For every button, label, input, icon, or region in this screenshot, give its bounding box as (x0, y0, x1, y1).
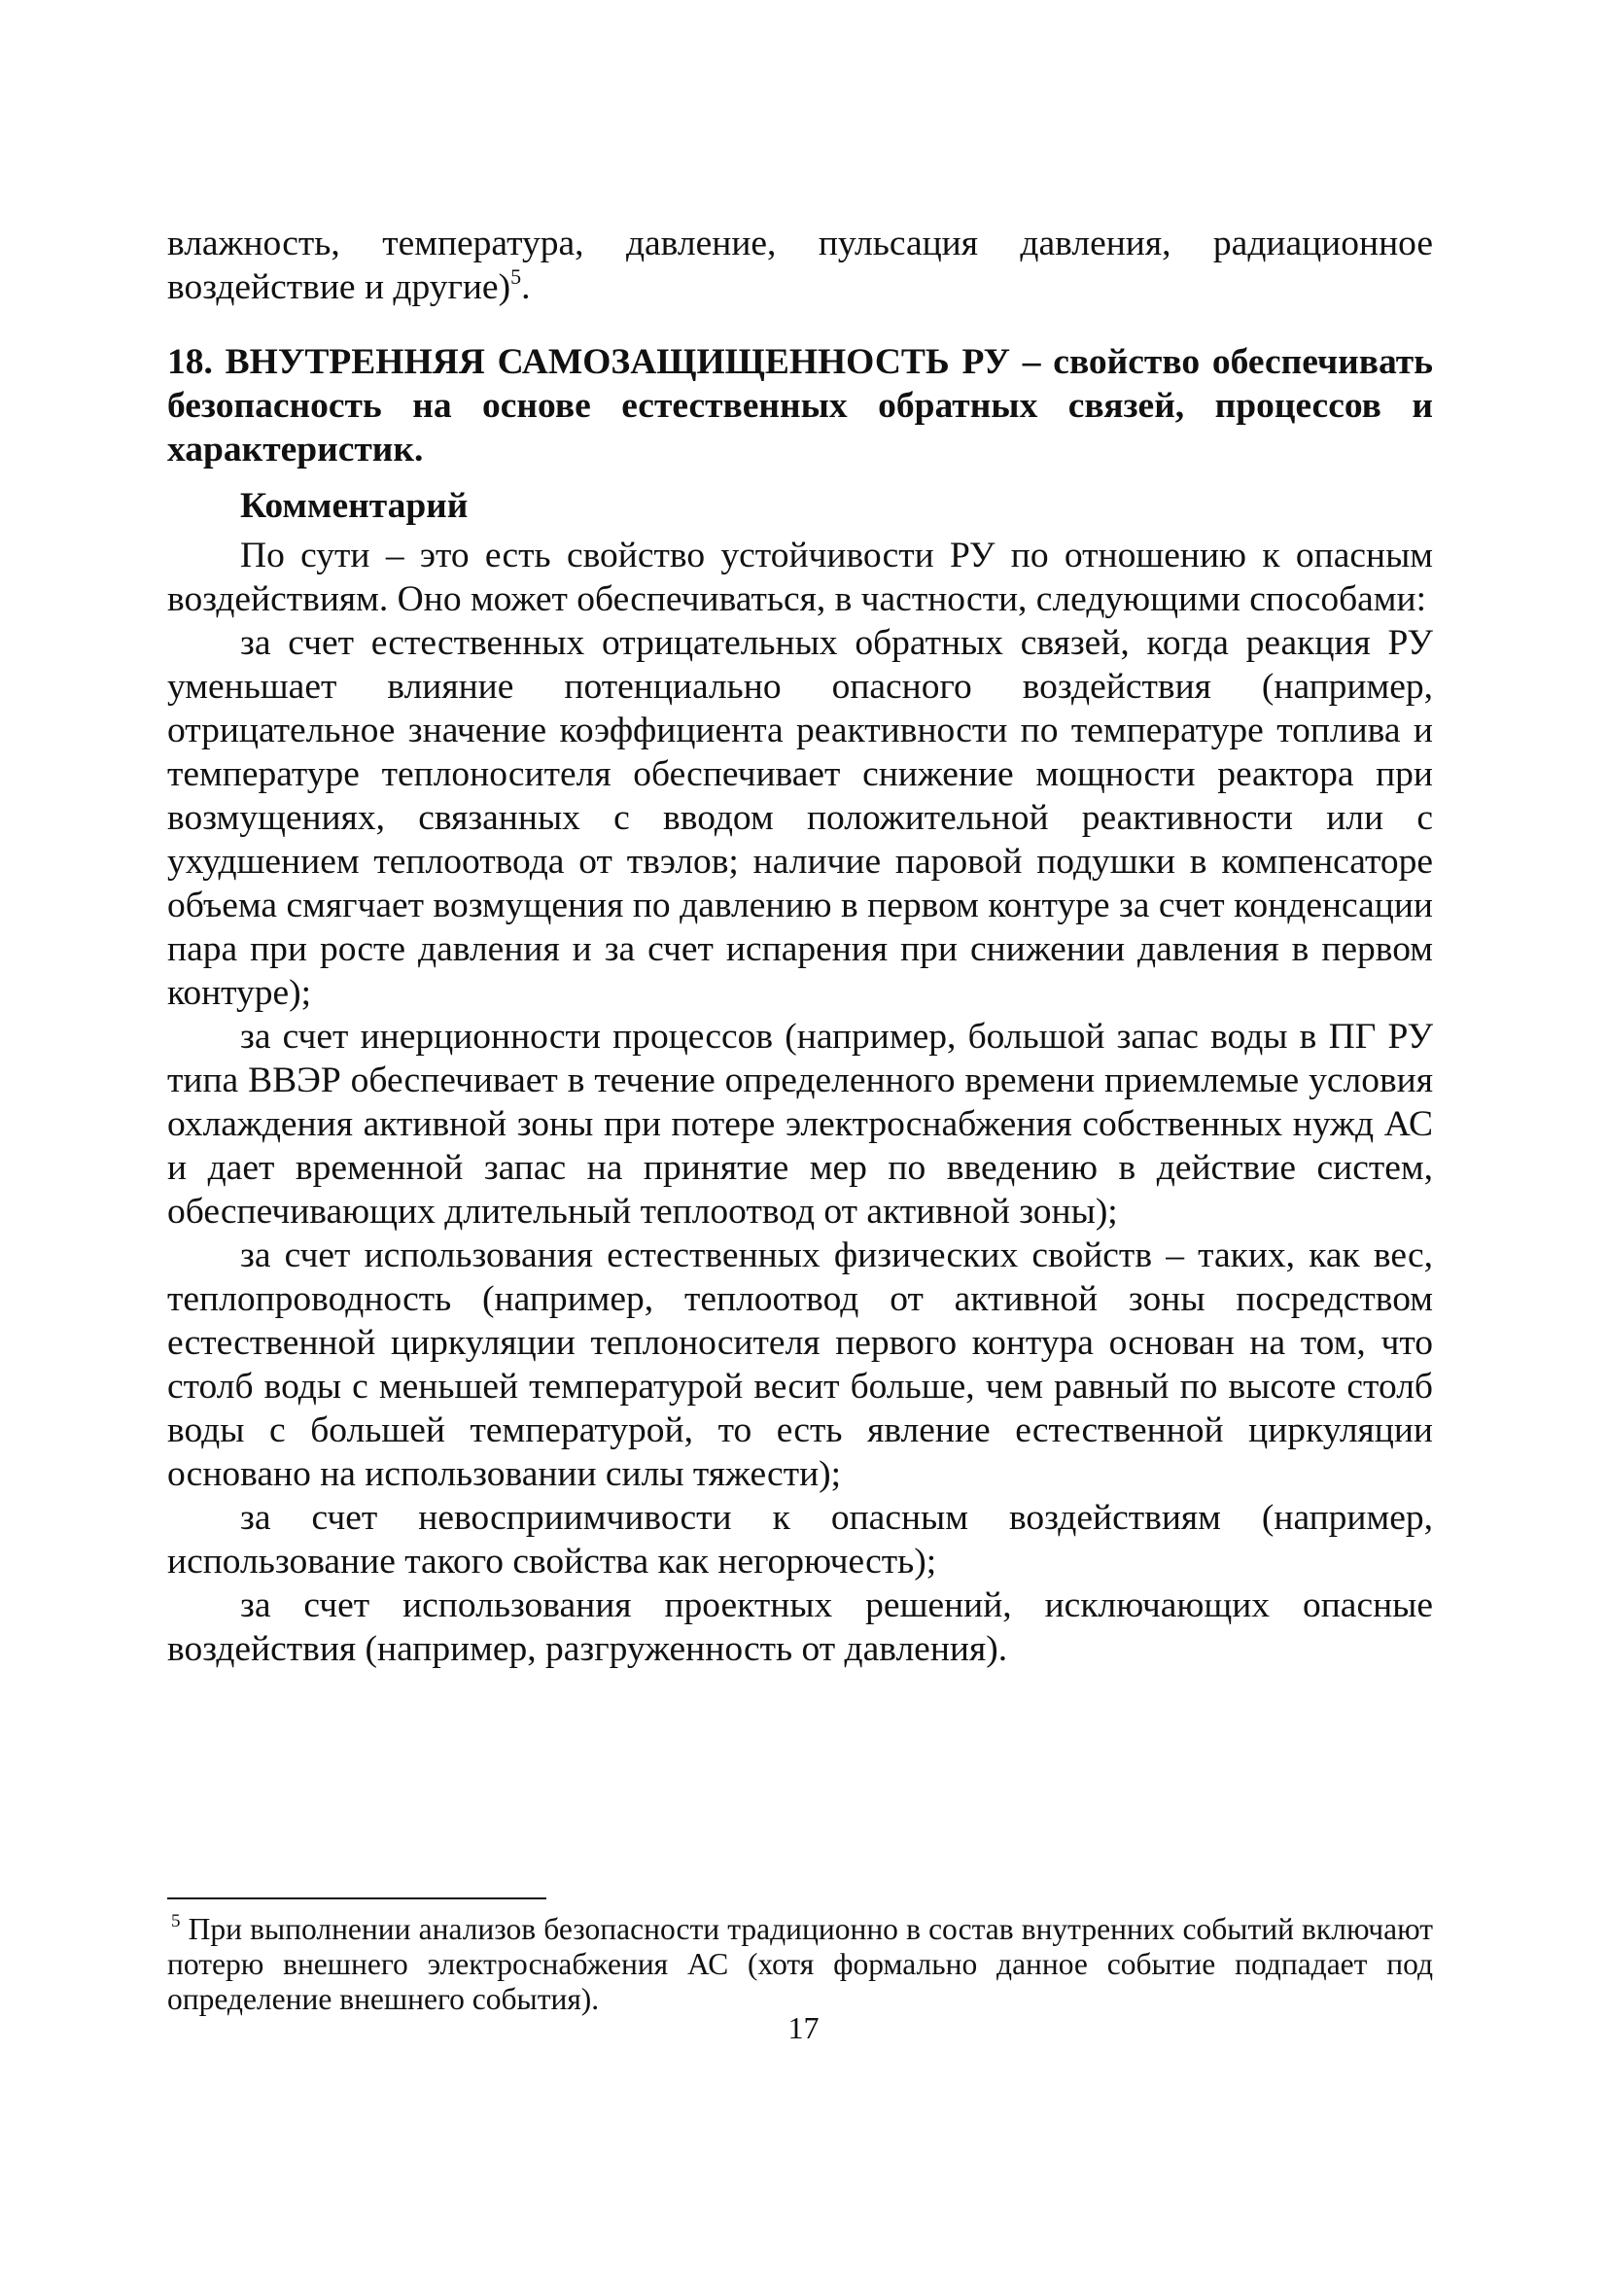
comment-paragraph: за счет инерционности процессов (например, большой запас воды в ПГ РУ типа ВВЭР обеспечивает в течение определенного времени приемлемые условия охлаждения активной зоны при потере электроснабжения собственных нужд АС и дает временной запас на принятие мер по введению в действие систем, обеспечивающих длительный теплоотвод от активной зоны); (167, 1017, 1433, 1232)
continuation-text: влажность, температура, давление, пульсация давления, радиационное воздействие и другие) (167, 224, 1433, 307)
continuation-paragraph (167, 222, 1433, 309)
footnote-paragraph (167, 1912, 1433, 2017)
footnote-reference: 5 (510, 263, 522, 289)
comment-title: Комментарий (240, 486, 469, 526)
comment-paragraph: за счет использования естественных физических свойств – таких, как вес, теплопроводность (например, теплоотвод от активной зоны посредством естественной циркуляции теплоносителя первого контура основан на том, что столб воды с меньшей температурой весит больше, чем равный по высоте столб воды с большей температурой, то есть явление естественной циркуляции основано на использовании силы тяжести); (167, 1235, 1433, 1494)
term-heading: 18. ВНУТРЕННЯЯ САМОЗАЩИЩЕННОСТЬ РУ – свойство обеспечивать безопасность на основе естественных обратных связей, процессов и характеристик. (167, 342, 1433, 470)
footnote-block (167, 1912, 1433, 2017)
continuation-tail: . (521, 267, 531, 307)
term-block (167, 340, 1433, 471)
continuation-block (167, 222, 1433, 309)
comment-body (167, 534, 1433, 1671)
comment-block (167, 484, 1433, 1671)
footnote-separator (167, 1897, 546, 1899)
comment-paragraph: за счет естественных отрицательных обратных связей, когда реакция РУ уменьшает влияние потенциально опасного воздействия (например, отрицательное значение коэффициента реактивности по температуре топлива и температуре теплоносителя обеспечивает снижение мощности реактора при возмущениях, связанных с вводом положительной реактивности или с ухудшением теплоотвода от твэлов; наличие паровой подушки в компенсаторе объема смягчает возмущения по давлению в первом контуре за счет конденсации пара при росте давления и за счет испарения при снижении давления в первом контуре); (167, 623, 1433, 1013)
comment-paragraph: По сути – это есть свойство устойчивости РУ по отношению к опасным воздействиям. Оно может обеспечиваться, в частности, следующими способами: (167, 536, 1433, 619)
comment-paragraph: за счет использования проектных решений, исключающих опасные воздействия (например, разгруженность от давления). (167, 1585, 1433, 1669)
comment-paragraph: за счет невосприимчивости к опасным воздействиям (например, использование такого свойства как негорючесть); (167, 1498, 1433, 1582)
footnote-marker: 5 (171, 1910, 181, 1931)
footnote-text: При выполнении анализов безопасности традиционно в состав внутренних событий включают потерю внешнего электроснабжения АС (хотя формально данное событие подпадает под определение внешнего события). (167, 1912, 1433, 2016)
page-number: 17 (787, 2010, 820, 2045)
